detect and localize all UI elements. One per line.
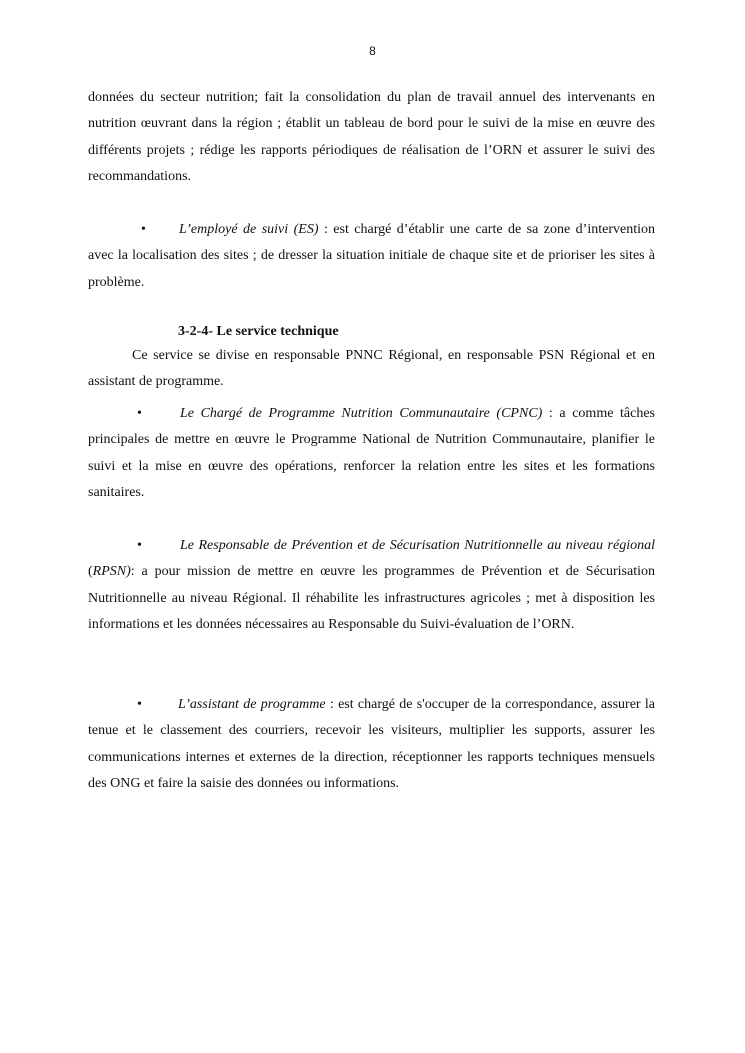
bullet-marker: • — [137, 406, 142, 421]
section-intro-text: Ce service se divise en responsable PNNC Régional, en responsable PSN Régional et en assistant de programme. — [88, 348, 655, 390]
rpsn-title: Le Responsable de Prévention et de Sécurisation Nutritionnelle au niveau régional — [180, 538, 655, 553]
es-text: : est chargé d’établir une carte de sa zone d’intervention avec la localisation des sites ; de dresser la situation initiale de chaque site et de prioriser les sites à problème. — [88, 222, 655, 290]
rpsn-text: : a pour mission de mettre en œuvre les programmes de Prévention et de Sécurisation Nutritionnelle au niveau Régional. Il réhabilite les infrastructures agricoles ; met à disposition les informations et les données nécessaires au Responsable du Suivi-évaluation de l’ORN. — [88, 564, 655, 632]
assistant-title: L’assistant de programme — [178, 697, 330, 712]
bullet-marker: • — [141, 222, 146, 237]
rpsn-abbr: RPSN) — [92, 564, 131, 580]
bullet-marker: • — [137, 697, 142, 712]
section-intro — [88, 343, 655, 396]
assistant-text: : est chargé de s'occuper de la correspondance, assurer la tenue et le classement des courriers, recevoir les visiteurs, multiplier les supports, assurer les communications internes et externes de la direction, réceptionner les rapports techniques mensuels des ONG et faire la saisie des données ou informations. — [88, 697, 655, 791]
page-number: 8 — [369, 44, 376, 58]
bullet-cpnc — [88, 401, 655, 506]
section-heading: 3-2-4- Le service technique — [178, 324, 339, 339]
bullet-assistant — [88, 692, 655, 797]
bullet-employe-de-suivi — [88, 217, 655, 296]
es-title: L’employé de suivi (ES) — [179, 222, 324, 237]
cpnc-text: : a comme tâches principales de mettre en œuvre le Programme National de Nutrition Communautaire, planifier le suivi et la mise en œuvre des opérations, renforcer la relation entre les sites et les formations sanitaires. — [88, 406, 655, 500]
cpnc-title: Le Chargé de Programme Nutrition Communautaire (CPNC) — [180, 406, 549, 421]
bullet-rpsn — [88, 533, 655, 638]
bullet-marker: • — [137, 538, 142, 553]
rpsn-abbr-open: ( — [88, 564, 93, 580]
paragraph-intro: données du secteur nutrition; fait la consolidation du plan de travail annuel des intervenants en nutrition œuvrant dans la région ; établit un tableau de bord pour le suivi de la mise en œuvre des différents projets ; rédige les rapports périodiques de réalisation de l’ORN et assurer le suivi des recommandations. — [88, 90, 655, 184]
